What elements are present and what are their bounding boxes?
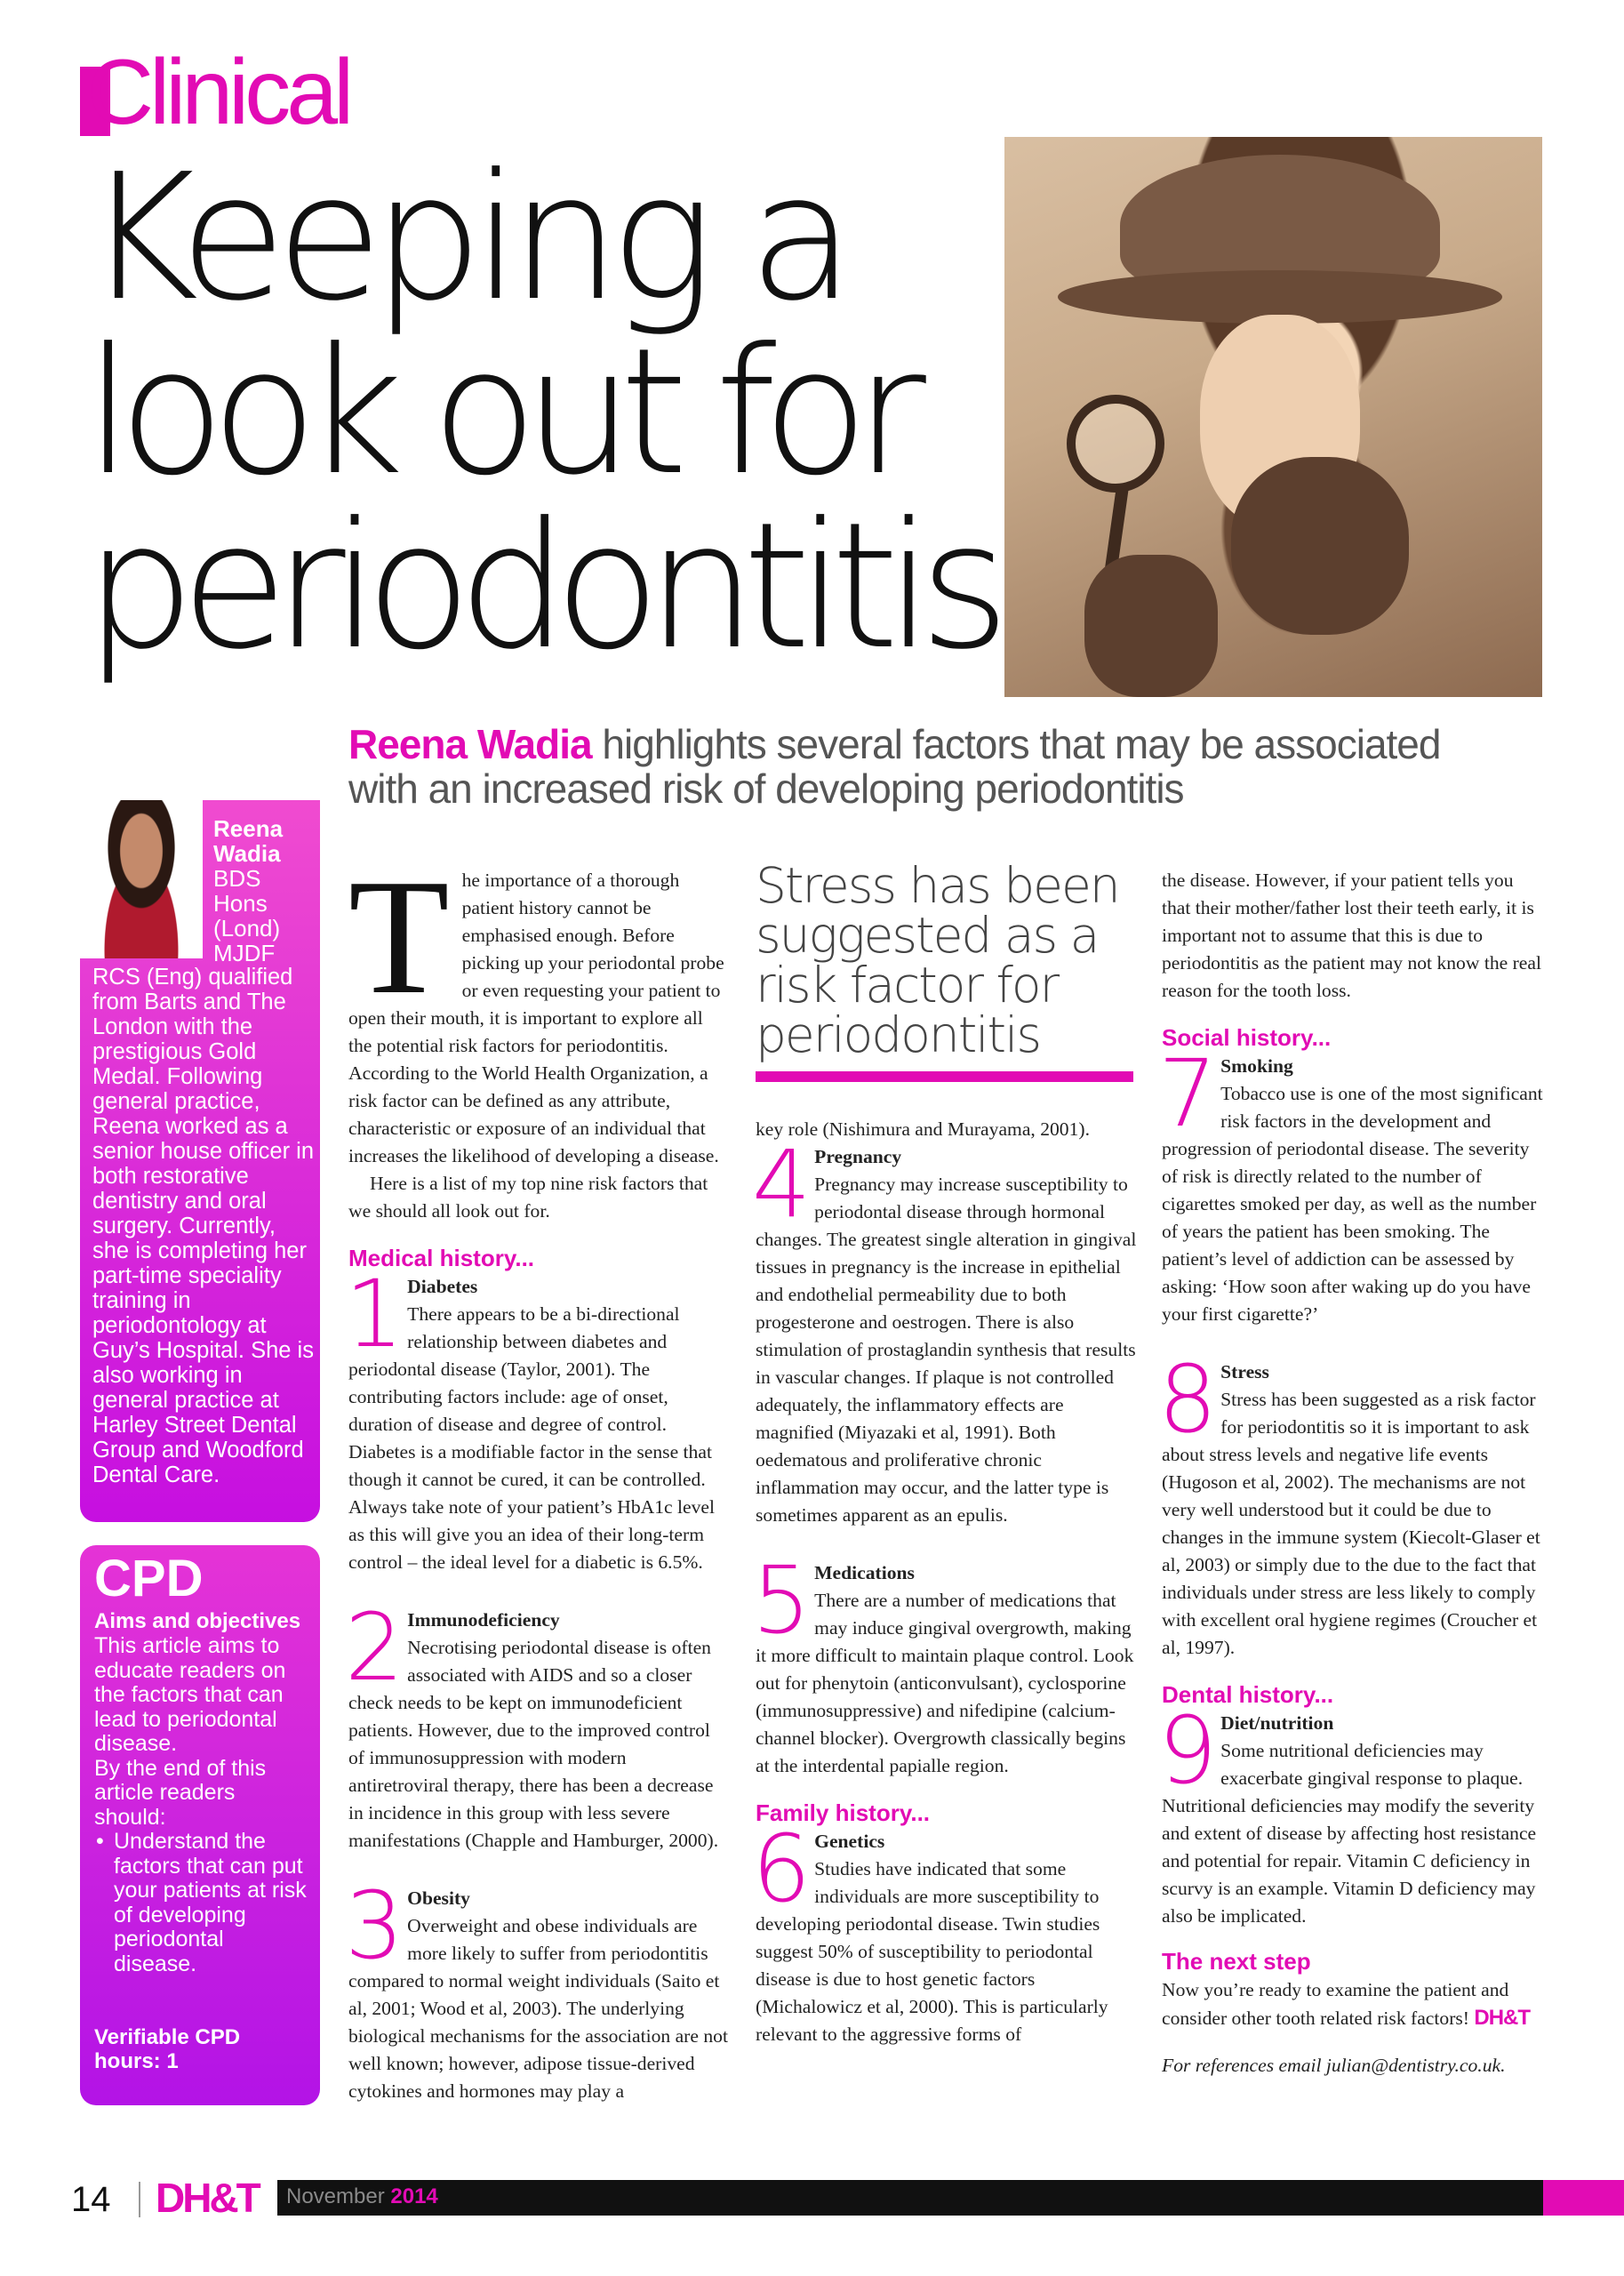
footer-year: 2014	[390, 2184, 438, 2208]
factor-number: 4	[752, 1130, 812, 1238]
factor-text: Necrotising periodontal disease is often associated with AIDS and so a closer check needs to be kept on immunodeficient patients. However, due to the improved control of immunosuppression with modern antiretroviral therapy, there has been a decrease in incidence in this group with less severe manifestations (Chapple and Hamburger, 2000).	[348, 1637, 719, 1851]
headline-line: periodontitis	[84, 485, 996, 688]
factor-title: Diet/nutrition	[1220, 1712, 1334, 1734]
headline-line: look out for	[84, 311, 912, 514]
factor-title: Immunodeficiency	[407, 1609, 560, 1631]
factor-genetics	[752, 1815, 1138, 2048]
standfirst	[348, 722, 1504, 811]
intro-paragraph: he importance of a thorough patient history cannot be emphasised enough. Before picking up your periodontal probe or even requesting your patient to open their mouth, it is important to explore all the potential risk factors for periodontitis. According to the World Health Organization, a risk factor can be defined as any attribute, characteristic or exposure of an individual that increases the likelihood of developing a disease.	[348, 870, 724, 1166]
footer-issue-date	[286, 2184, 438, 2210]
heading-dental-history: Dental history...	[1162, 1681, 1334, 1708]
factor-title: Smoking	[1220, 1055, 1293, 1077]
factor-number: 7	[1158, 1039, 1218, 1148]
factor-number: 1	[345, 1260, 404, 1368]
factor-number: 9	[1158, 1696, 1218, 1805]
factor-obesity	[345, 1871, 729, 2105]
factor-title: Obesity	[407, 1887, 470, 1909]
glove-shape	[1231, 457, 1409, 635]
factor-number: 2	[345, 1593, 404, 1702]
footer-divider	[139, 2182, 140, 2217]
factor-number: 6	[752, 1815, 812, 1923]
standfirst-text: highlights several factors that may be associated with an increased risk of developing periodontitis	[348, 721, 1441, 812]
magnifying-glass-icon	[1067, 395, 1164, 493]
article-column-1	[345, 845, 729, 2105]
heading-family-history: Family history...	[756, 1799, 931, 1826]
heading-next-step: The next step	[1162, 1948, 1311, 1975]
footer-month: November	[286, 2184, 385, 2208]
cpd-objectives-list	[94, 1830, 308, 1976]
factor-text: Overweight and obese individuals are more likely to suffer from periodontitis compared to normal weight individuals (Saito et al, 2001; Wood et al, 2003). The underlying biological mechanisms for the association are not well known; however, adipose tissue-derived cytokines and hormones may play a	[348, 1915, 728, 2102]
pull-quote: Stress has been suggested as a risk factor for periodontitis	[756, 857, 1119, 1063]
headline-line: Keeping a	[84, 137, 845, 340]
author-bio: RCS (Eng) qualified from Barts and The London with the prestigious Gold Medal. Following general practice, Reena worked as a senior house officer in both restorative dentistry and oral surgery. Currently, she is completing her part-time speciality training in periodontology at Guy’s Hospital. She is also working in general practice at Harley Street Dental Group and Woodford Dental Care.	[92, 965, 315, 1487]
factor-number: 5	[752, 1546, 812, 1655]
headline	[84, 137, 996, 688]
factor-title: Medications	[814, 1562, 915, 1583]
factor-pregnancy	[752, 1130, 1138, 1529]
continuation-text: the disease. However, if your patient tells you that their mother/father lost their teeth early, it is important not to assume that this is due to periodontitis as the patient may not know the real reason for the tooth loss.	[1162, 870, 1541, 1001]
continuation-text: key role (Nishimura and Murayama, 2001).	[756, 1118, 1090, 1140]
footer-logo: DH&T	[156, 2175, 259, 2221]
author-photo	[80, 800, 203, 958]
factor-stress	[1158, 1345, 1544, 1662]
factor-medications	[752, 1546, 1138, 1780]
cpd-body	[94, 1634, 308, 1976]
cpd-objectives-intro: By the end of this article readers should:	[94, 1755, 267, 1830]
intro-paragraph: Here is a list of my top nine risk factors that we should all look out for.	[348, 1173, 708, 1222]
factor-title: Pregnancy	[814, 1146, 902, 1167]
factor-text: There appears to be a bi-directional relationship between diabetes and periodontal disease (Taylor, 2001). The contributing factors include: age of onset, duration of disease and degree of control. Diabetes is a modifiable factor in the sense that though it cannot be cured, it can be controlled. Always take note of your patient’s HbA1c level as this will give you an idea of their long-term control – the ideal level for a diabetic is 6.5%.	[348, 1303, 715, 1573]
standfirst-author: Reena Wadia	[348, 721, 592, 767]
factor-number: 8	[1158, 1345, 1218, 1454]
factor-diabetes	[345, 1260, 729, 1576]
glove-shape	[1084, 555, 1218, 697]
factor-title: Stress	[1220, 1361, 1269, 1382]
cpd-aim: This article aims to educate readers on the factors that can lead to periodontal disease.	[94, 1633, 286, 1756]
pull-quote-rule	[756, 1071, 1133, 1082]
page-number: 14	[71, 2180, 111, 2219]
cpd-subtitle: Aims and objectives	[94, 1609, 301, 1633]
article-column-2	[752, 1116, 1138, 2048]
factor-title: Diabetes	[407, 1276, 478, 1297]
references-note: For references email julian@dentistry.co.uk.	[1162, 2055, 1506, 2076]
heading-medical-history: Medical history...	[348, 1245, 535, 1271]
cpd-hours: Verifiable CPD hours: 1	[94, 2025, 241, 2073]
factor-text: Studies have indicated that some individuals are more susceptibility to developing periodontal disease. Twin studies suggest 50% of susceptibility to periodontal disease is due to host genetic factors (Michalowicz et al, 2000). This is particularly relevant to the aggressive forms of	[756, 1858, 1108, 2045]
heading-social-history: Social history...	[1162, 1024, 1332, 1051]
next-step-body: Now you’re ready to examine the patient and consider other tooth related risk factors!	[1162, 1979, 1509, 2029]
section-label: Clinical	[87, 41, 350, 144]
factor-text: Stress has been suggested as a risk factor for periodontitis so it is important to ask about stress levels and negative life events (Hugoson et al, 2002). The mechanisms are not very well understood but it could be due to changes in the immune system (Kiecolt-Glaser et al, 2003) or simply due to the due to the fact that individuals under stress are less likely to comply with excellent oral hygiene regimes (Croucher et al, 1997).	[1162, 1389, 1540, 1658]
author-name: Reena Wadia	[213, 815, 284, 867]
hero-photo-detective-woman	[1004, 137, 1542, 697]
factor-smoking	[1158, 1039, 1544, 1328]
footer-endcap	[1543, 2180, 1624, 2216]
drop-cap: T	[348, 845, 450, 1029]
factor-title: Genetics	[814, 1831, 885, 1852]
article-column-3	[1158, 867, 1544, 2080]
factor-immunodeficiency	[345, 1593, 729, 1855]
cpd-title: CPD	[94, 1550, 204, 1607]
end-tag-logo: DH&T	[1474, 2006, 1531, 2030]
factor-text: Some nutritional deficiencies may exacerbate gingival response to plaque. Nutritional deficiencies may modify the severity and extent of disease by affecting host resistance and potential for repair. Vitamin C deficiency in scurvy is an example. Vitamin D deficiency may also be implicated.	[1162, 1740, 1537, 1927]
author-qualifications: BDS Hons (Lond) MJDF	[213, 865, 281, 966]
factor-text: There are a number of medications that may induce gingival overgrowth, making it more difficult to maintain plaque control. Look out for phenytoin (anticonvulsant), cyclosporine (immunosuppressive) and nifedipine (calcium-channel blocker). Overgrowth classically begins at the interdental papialle region.	[756, 1590, 1134, 1776]
factor-diet-nutrition	[1158, 1696, 1544, 1930]
factor-text: Tobacco use is one of the most significant risk factors in the development and progression of periodontal disease. The severity of risk is directly related to the number of cigarettes smoked per day, as well as the number of years the patient has been smoking. The patient’s level of addiction can be assessed by asking: ‘How soon after waking up do you have your first cigarette?’	[1162, 1083, 1543, 1325]
footer-bar	[277, 2180, 1544, 2216]
factor-text: Pregnancy may increase susceptibility to periodontal disease through hormonal changes. The greatest single alteration in gingival tissues in pregnancy is the increase in epithelial and endothelial permeability due to both progesterone and oestrogen. There is also stimulation of prostaglandin synthesis that results in vascular changes. If plaque is not controlled adequately, the inflammatory effects are magnified (Miyazaki et al, 1991). Both oedematous and proliferative chronic inflammation may occur, and the latter type is sometimes apparent as an epulis.	[756, 1174, 1137, 1526]
next-step-text	[1162, 1976, 1544, 2032]
factor-number: 3	[345, 1871, 404, 1980]
cpd-objective: • Understand the factors that can put your patients at risk of developing periodontal disease.	[114, 1830, 308, 1976]
